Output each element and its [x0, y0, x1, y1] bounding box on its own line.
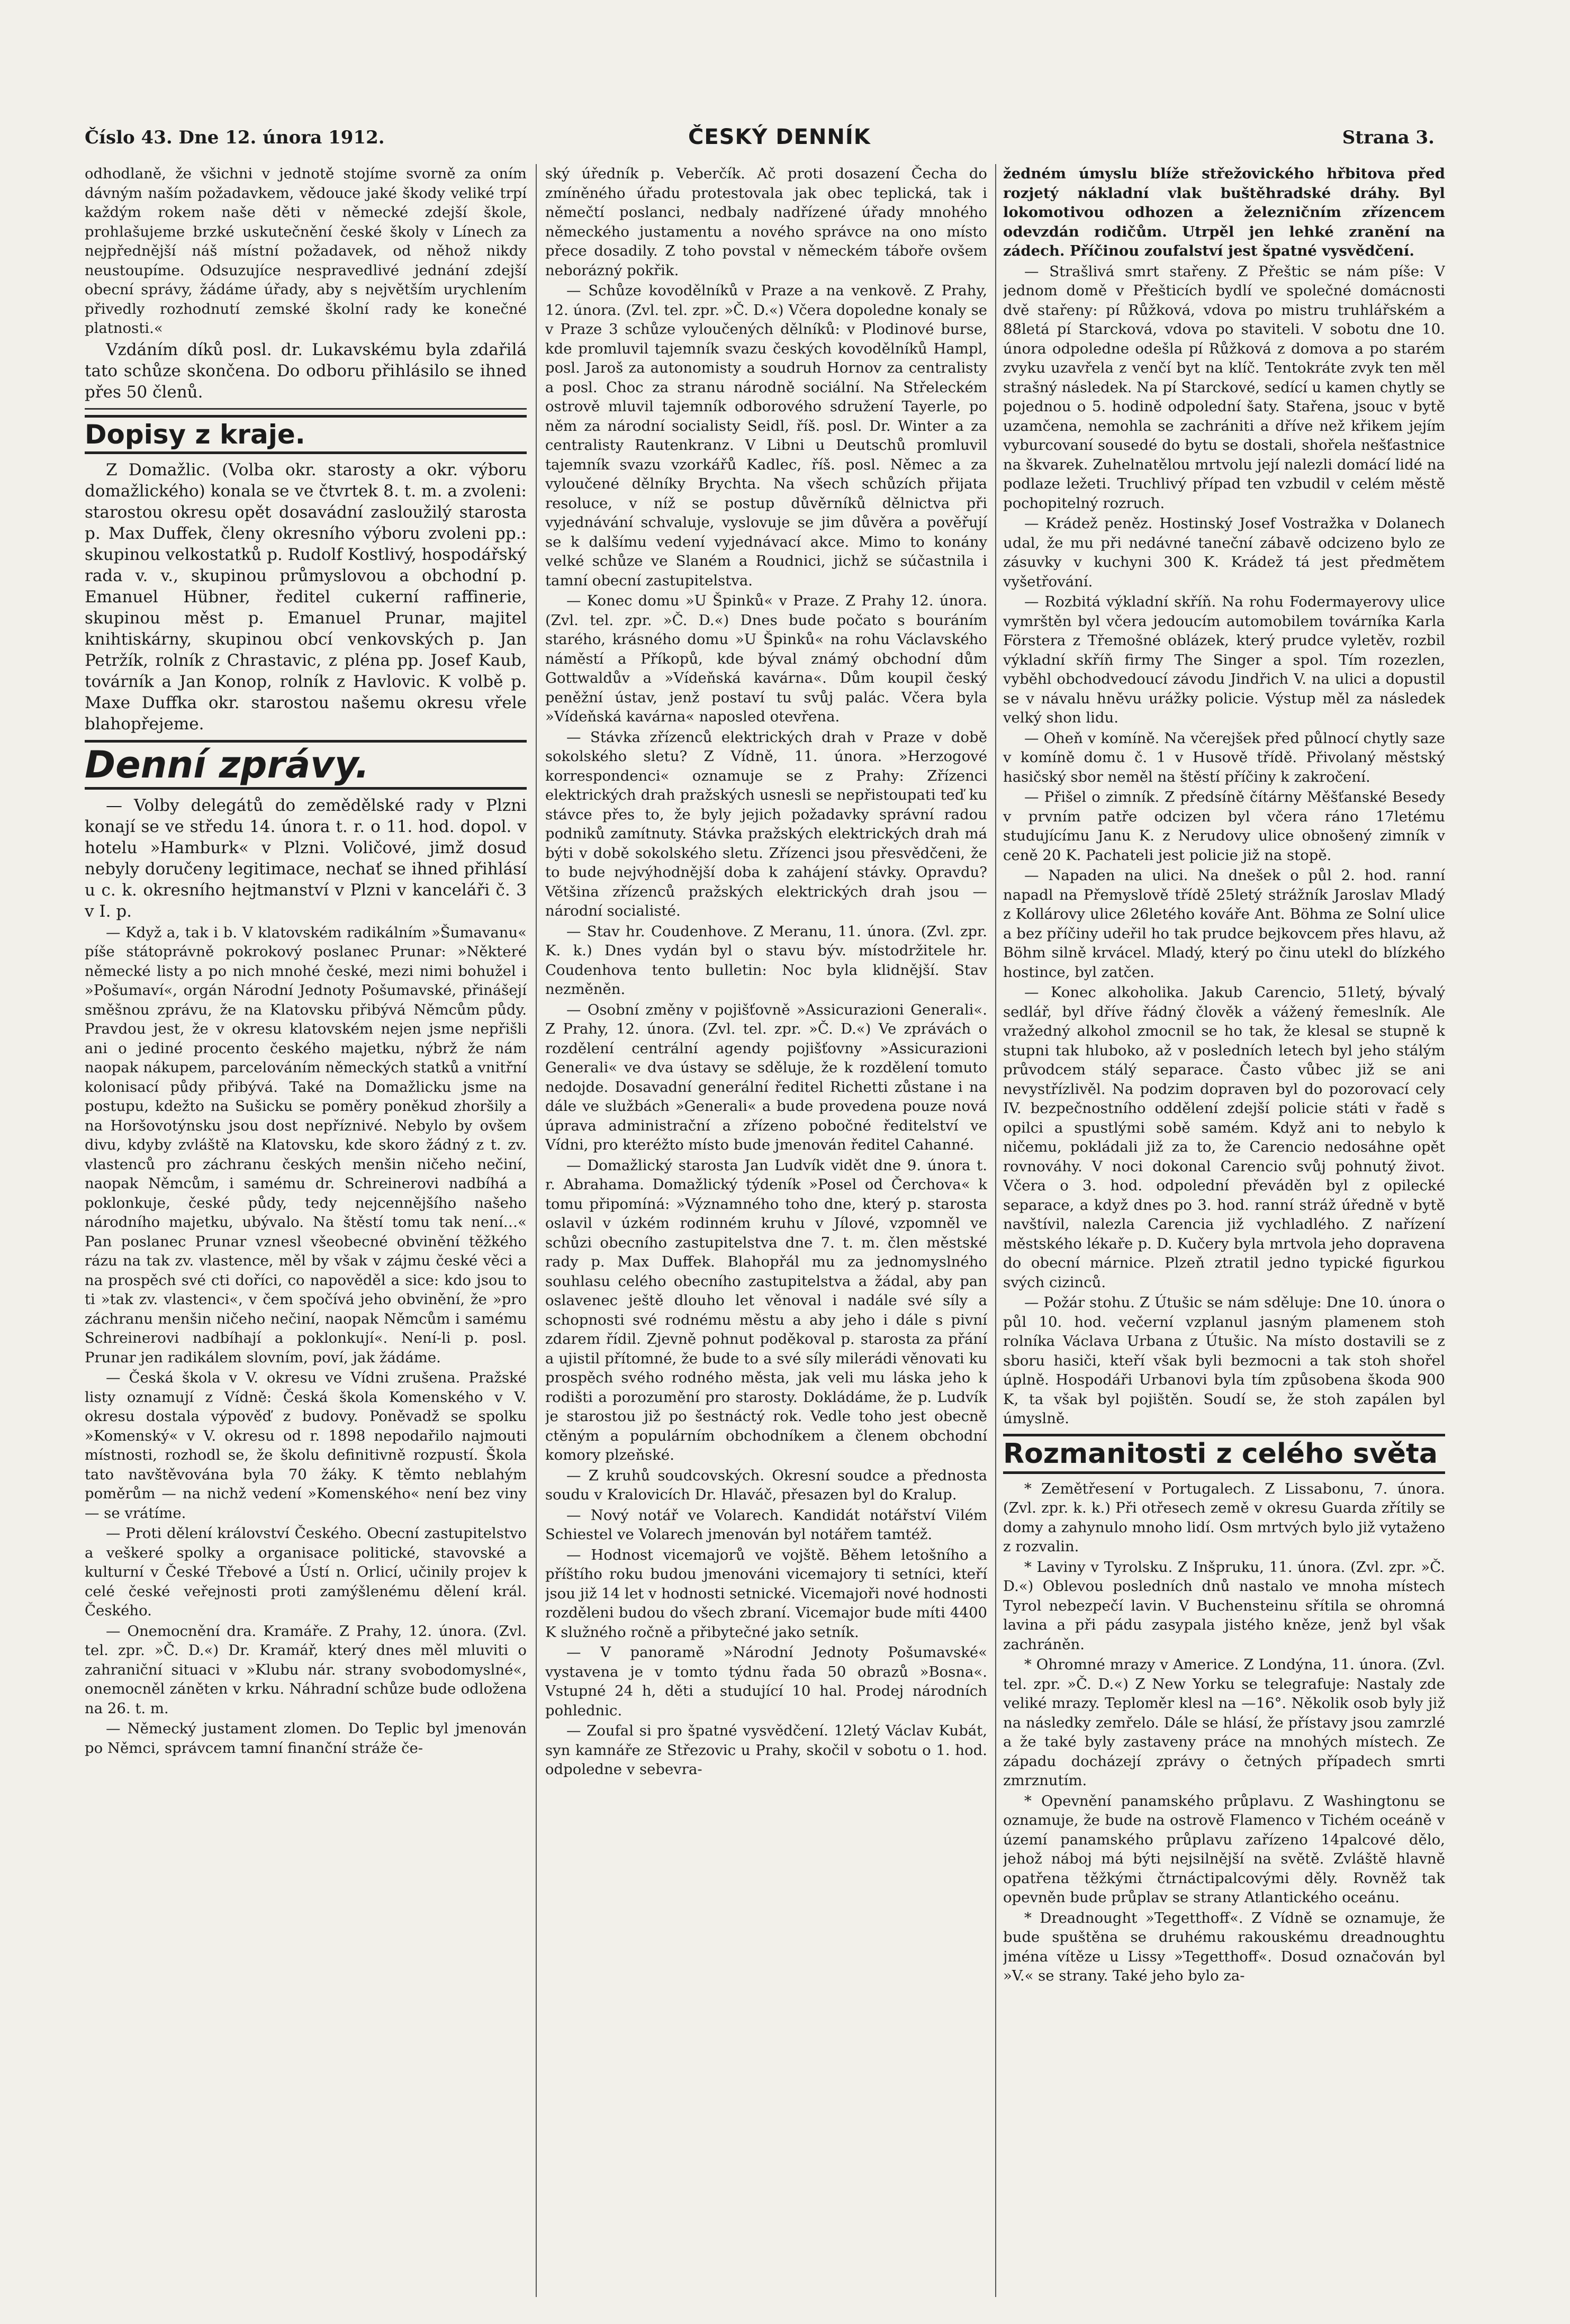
column-1 — [85, 164, 527, 2297]
article-paragraph: — Německý justament zlomen. Do Teplic byl jmenován po Němci, správcem tamní finanční stráže če- — [85, 1720, 527, 1757]
article-paragraph: — Požár stohu. Z Útušic se nám sděluje: Dne 10. února o půl 10. hod. večerní vzplanul jasným plamenem stoh rolníka Václava Urbana z Útušic. Na místo dostavili se z sboru hasiči, kteří však byli bezmocni a tak stoh shořel úplně. Hospodáři Urbanovi byla tím způsobena škoda 900 K, ta však byl pojištěn. Soudí se, že stoh zapálen byl úmyslně. — [1003, 1294, 1445, 1427]
section-heading-rozmanitosti: Rozmanitosti z celého světa — [1003, 1434, 1445, 1474]
article-paragraph: * Laviny v Tyrolsku. Z Inšpruku, 11. února. (Zvl. zpr. »Č. D.«) Oblevou posledních dnů nastalo ve mnoha místech Tyrol nebezpečí lavin. V Buchensteinu sřítila se ohromná lavina a při pádu zasypala jistého kněze, jenž byl však zachráněn. — [1003, 1558, 1445, 1653]
article-paragraph: — Stav hr. Coudenhove. Z Meranu, 11. února. (Zvl. zpr. K. k.) Dnes vydán byl o stavu býv. místodržitele hr. Coudenhova tento bulletin: Noc byla klidnější. Stav nezměněn. — [545, 923, 987, 998]
page-number: Strana 3. — [1342, 127, 1434, 148]
column-3 — [1003, 164, 1445, 2297]
article-paragraph: — Onemocnění dra. Kramáře. Z Prahy, 12. února. (Zvl. tel. zpr. »Č. D.«) Dr. Kramář, který dnes měl mluviti o zahraniční situaci v »Klubu nár. strany svobodomyslné«, onemocněl záněten v krku. Náhradní schůze bude odložena na 26. t. m. — [85, 1622, 527, 1717]
article-paragraph: — Schůze kovodělníků v Praze a na venkově. Z Prahy, 12. února. (Zvl. tel. zpr. »Č. D.«) Včera dopoledne konaly se v Praze 3 schůze vyloučených dělníků: v Plodinové burse, kde promluvil tajemník svazu českých kovodělníků Hampl, posl. Jaroš za autonomisty a soudruh Hornov za centralisty a posl. Choc za stranu národně sociální. Na Střeleckém ostrově mluvil tajemník odborového sdružení Tayerle, po něm za národní socialisty Seidl, říš. posl. Dr. Winter a za centralisty Rautenkranz. V Libni u Deutschů promluvil tajemník svazu vzorkářů Kadlec, říš. posl. Němec a za vyloučené dělníky Brychta. Na všech schůzích přijata resoluce, v níž se postup důvěrníků dělnictva při vyjednávání schvaluje, vyslovuje se jim důvěra a pověřují se k dalšímu vedení vyjednávací akce. Mimo to konány velké schůze ve Slaném a Roudnici, jichž se súčastnila i tamní obecní zastupitelstva. — [545, 282, 987, 589]
article-paragraph: * Zemětřesení v Portugalech. Z Lissabonu, 7. února. (Zvl. zpr. k. k.) Při otřesech země v okresu Guarda zřítily se domy a zahynulo mnoho lidí. Osm mrtvých bylo již vytaženo z rozvalin. — [1003, 1480, 1445, 1555]
newspaper-title: ČESKÝ DENNÍK — [688, 125, 871, 149]
column-divider — [995, 164, 996, 2297]
article-paragraph: — Krádež peněz. Hostinský Josef Vostražka v Dolanech udal, že mu při nedávné taneční zábavě odcizeno bylo ze zásuvky v kuchyni 300 K. Krádež tá jest předmětem vyšetřování. — [1003, 515, 1445, 590]
article-paragraph: — Hodnost vicemajorů ve vojště. Během letošního a příštího roku budou jmenováni vicemajory ti setníci, kteří jsou již 14 let v hodnosti setnické. Vicemajoři nové hodnosti rozděleni budou do všech zbraní. Vicemajor bude míti 4400 K služného ročně a přibytečné jako setník. — [545, 1546, 987, 1641]
article-paragraph: — Konec alkoholika. Jakub Carencio, 51letý, bývalý sedlář, byl dříve řádný člověk a vážený řemeslník. Ale vražedný alkohol zmocnil se ho tak, že klesal se stupně k stupni tak hluboko, až v posledních letech byl jeho stálým průvodcem stálý separace. Často vůbec již se ani nevystřízlivěl. Na podzim dopraven byl do pozorovací cely IV. bezpečnostního oddělení zdejší policie státi v řadě s opilci a spustlými sobě samém. Když ani to nebylo k ničemu, pokládali již za to, že Carencio nedosáhne opět rovnováhy. V noci dokonal Carencio svůj pohnutý život. Včera o 3. hod. odpolední převáděn byl z opilecké separace, a když dnes po 3. hod. ranní stráž úředně v bytě navštívil, nalezla Carencia již vychladlého. Z nařízení městského lékaře p. D. Kučery byla mrtvola jeho dopravena do obecní márnice. Plzeň ztratil jedno typické figurkou svých cizinců. — [1003, 984, 1445, 1291]
page-header — [79, 122, 1434, 159]
article-paragraph: — Napaden na ulici. Na dnešek o půl 2. hod. ranní napadl na Přemyslově třídě 25letý strážník Jaroslav Mladý z Kollárovy ulice 26letého kováře Ant. Böhma ze Solní ulice a bez příčiny udeřil ho tak prudce bejkovcem přes hlavu, až Böhm silně krvácel. Mladý, který po činu utekl do blízkého hostince, byl zatčen. — [1003, 867, 1445, 981]
article-paragraph: — Nový notář ve Volarech. Kandidát notářství Vilém Schiestel ve Volarech jmenován byl notářem tamtéž. — [545, 1506, 987, 1543]
column-2 — [545, 164, 987, 2297]
article-paragraph: ský úředník p. Veberčík. Ač proti dosazení Čecha do zmíněného úřadu protestovala jak obec teplická, tak i němečtí poslanci, nedbaly nadřízené úřady mnohého německého justamentu a nového správce na ono místo přece dosadily. Z toho povstal v německém táboře ovšem neborázný pokřik. — [545, 165, 987, 279]
article-paragraph: — Stávka zřízenců elektrických drah v Praze v době sokolského sletu? Z Vídně, 11. února. »Herzogové korrespondenci« oznamuje se z Prahy: Zřízenci elektrických drah pražských usnesli se nepřistoupati teď ku stávce přes to, že byly jejich požadavky správní radou podniků zamítnuty. Stávka pražských elektrických drah má býti v době sokolského sletu. Zřízenci jsou přesvědčeni, že to bude nejvýhodnější doba k zahájení stávky. Opravdu? Většina zřízenců pražských elektrických drah jsou — národní socialisté. — [545, 728, 987, 919]
article-paragraph: žedném úmyslu blíže střežovického hřbitova před rozjetý nákladní vlak buštěhradské dráhy. Byl lokomotivou odhozen a železničním zřízencem odevzdán rodičům. Utrpěl jen lehké zranění na zádech. Příčinou zoufalství jest špatné vysvědčení. — [1003, 165, 1445, 259]
article-paragraph: — Osobní změny v pojišťovně »Assicurazioni Generali«. Z Prahy, 12. února. (Zvl. tel. zpr. »Č. D.«) Ve zprávách o rozdělení centrální agendy pojišťovny »Assicurazioni Generali« ve dva ústavy se sděluje, že k rozdělení tomuto nedojde. Dosavadní generální ředitel Richetti zůstane i na dále ve službách »Generali« a bude provedena pouze nová úprava administrační a zřízeno pobočné ředitelství ve Vídni, pro kteréžto místo bude jmenován ředitel Cahanné. — [545, 1001, 987, 1153]
article-paragraph: odhodlaně, že všichni v jednotě stojíme svorně za oním dávným naším požadavkem, vědouce jaké škody veliké trpí každým rokem naše děti v německé zdejší škole, prohlašujeme brzké uskutečnění české školy v Línech za nejpřednější náš místní požadavek, od něhož nikdy neustoupíme. Odsuzujíce nespravedlivé jednání zdejší obecní správy, žádáme úřady, aby s největším urychlením přivedly rozhodnutí zemské školní rady ke konečné platnosti.« — [85, 165, 527, 337]
article-paragraph: — Z kruhů soudcovských. Okresní soudce a přednosta soudu v Kralovicích Dr. Hlaváč, přesazen byl do Kralup. — [545, 1467, 987, 1503]
newspaper-page — [79, 111, 1445, 2302]
article-paragraph: * Opevnění panamského průplavu. Z Washingtonu se oznamuje, že bude na ostrově Flamenco v Tichém oceáně v území panamského průplavu zařízeno 14palcové dělo, jehož náboj má býti nejsilnější na světě. Zvláště hlavně opatřena těžkými čtrnáctipalcovými děly. Rovněž tak opevněn bude průplav se strany Atlantického oceánu. — [1003, 1792, 1445, 1906]
article-paragraph: — Zoufal si pro špatné vysvědčení. 12letý Václav Kubát, syn kamnáře ze Střezovic u Prahy, skočil v sobotu o 1. hod. odpoledne v sebevra- — [545, 1722, 987, 1778]
article-paragraph: * Ohromné mrazy v Americe. Z Londýna, 11. února. (Zvl. tel. zpr. »Č. D.«) Z New Yorku se telegrafuje: Nastaly zde veliké mrazy. Teploměr klesl na —16°. Několik osob byly již na následky zemřelo. Dále se hlásí, že přístavy jsou zamrzlé a že také byly zastaveny práce na mnohých místech. Ze západu docházejí zprávy o četných případech smrti zmrznutím. — [1003, 1656, 1445, 1789]
article-paragraph: — Konec domu »U Špinků« v Praze. Z Prahy 12. února. (Zvl. tel. zpr. »Č. D.«) Dnes bude počato s bouráním starého, krásného domu »U Špinků« na rohu Václavského náměstí a Příkopů, kde býval známý obchodní dům Gottwaldův a »Vídeňská kavárna«. Dům koupil český peněžní ústav, jenž postaví tu svůj palác. Včera byla »Vídeňská kavárna« naposled otevřena. — [545, 592, 987, 725]
article-paragraph: — Oheň v komíně. Na včerejšek před půlnocí chytly saze v komíně domu č. 1 v Husově třídě. Přivolaný městský hasičský sbor neměl na štěstí příčiny k zakročení. — [1003, 729, 1445, 785]
column-divider — [536, 164, 537, 2297]
section-heading-dopisy: Dopisy z kraje. — [85, 415, 527, 454]
article-paragraph: — Strašlivá smrt stařeny. Z Přeštic se nám píše: V jednom domě v Přešticích bydlí ve společné domácnosti dvě stařeny: pí Růžková, vdova po mistru truhlářském a 88letá pí Starcková, vdova po staviteli. V sobotu dne 10. února odpoledne odešla pí Růžková z domova a po starém zvyku uzavřela z venčí byt na klíč. Tentokráte zvyk ten měl strašný následek. Na pí Starckové, sedící u kamen chytly se pojednou o 5. hodině odpolední šaty. Stařena, jsouc v bytě uzamčena, nemohla se zachrániti a dříve než křikem jejím vyburcovaní sousedé do bytu se dostali, shořela nešťastnice na škvarek. Zuhelnatělou mrtvolu její nalezli domácí lidé na podlaze ležeti. Truchlivý případ ten vzbudil v celém městě pochopitelný rozruch. — [1003, 263, 1445, 512]
article-paragraph: — Volby delegátů do zemědělské rady v Plzni konají se ve středu 14. února t. r. o 11. hod. dopol. v hotelu »Hamburk« v Plzni. Voličové, jimž dosud nebyly doručeny legitimace, nechať se ihned přihlásí u c. k. okresního hejtmanství v Plzni v kanceláři č. 3 v I. p. — [85, 795, 527, 921]
article-paragraph: — Česká škola v V. okresu ve Vídni zrušena. Pražské listy oznamují z Vídně: Česká škola Komenského v V. okresu dostala výpověď z budovy. Poněvadž se spolku »Komenský« v V. okresu od r. 1898 nepodařilo najmouti místnosti, rozhodl se, že školu definitivně rozpustí. Škola tato navštěvována byla 70 žáky. K těmto neblahým poměrům — na nichž vedení »Komenského« není bez viny — se vrátíme. — [85, 1369, 527, 1522]
article-paragraph: Z Domažlic. (Volba okr. starosty a okr. výboru domažlického) konala se ve čtvrtek 8. t. m. a zvoleni: starostou okresu opět dosavádní zasloužilý starosta p. Max Duffek, členy okresního výboru zvoleni pp.: skupinou velkostatků p. Rudolf Kostlivý, hospodářský rada v. v., skupinou průmyslovou a obchodní p. Emanuel Hübner, ředitel cukerní raffinerie, skupinou měst p. Emanuel Prunar, majitel knihtiskárny, skupinou obcí venkovských p. Jan Petržík, rolník z Chrastavic, z pléna pp. Josef Kaub, továrník a Jan Konop, rolník z Havlovic. K volbě p. Maxe Duffka okr. starostou našemu okresu vřele blahopřejeme. — [85, 460, 527, 734]
article-paragraph: — Přišel o zimník. Z předsíně čítárny Měšťanské Besedy v prvním patře odcizen byl včera ráno 17letému studujícímu Janu K. z Nerudovy ulice obnošený zimník v ceně 20 K. Pachateli jest policie již na stopě. — [1003, 789, 1445, 864]
article-paragraph: — Rozbitá výkladní skříň. Na rohu Fodermayerovy ulice vymrštěn byl včera jedoucím automobilem továrníka Karla Förstera z Třemošné oblázek, který prudce vyletěv, rozbil výkladní skříň firmy The Singer a spol. Tím rozezlen, vyběhl obchodvedoucí závodu Jindřich V. na ulici a dopustil se v návalu hněvu urážky policie. Výstup měl za následek velký shon lidu. — [1003, 593, 1445, 726]
article-paragraph: — Domažlický starosta Jan Ludvík vidět dne 9. února t. r. Abrahama. Domažlický týdeník »Posel od Čerchova« k tomu připomíná: »Významného toho dne, který p. starosta oslavil v úzkém rodinném kruhu v Jílové, vzpomněl ve schůzi obecního zastupitelstva dne 7. t. m. člen městské rady p. Max Duffek. Blahopřál mu za jednomyslného souhlasu celého obecního zastupitelstva a žádal, aby pan oslavenec ještě dlouho let věnoval i nadále své síly a schopnosti své rodnému městu a aby jeho i dále s pivní zdarem řídil. Zjevně pohnut poděkoval p. starosta za přání a ujistil přítomné, že bude to a své síly milerádi věnovati ku prospěch svého rodného města, jak veli mu láska jeho k rodišti a porozumění pro starosty. Dokládáme, že p. Ludvík je starostou již po šestnáctý rok. Vedle toho jest obecně ctěným a populárním obchodníkem a členem obchodní komory plzeňské. — [545, 1156, 987, 1463]
article-paragraph: — V panoramě »Národní Jednoty Pošumavské« vystavena je v tomto týdnu řada 50 obrazů »Bosna«. Vstupné 24 h, děti a studující 10 hal. Prodej národních pohlednic. — [545, 1644, 987, 1719]
article-paragraph: — Proti dělení království Českého. Obecní zastupitelstvo a veškeré spolky a organisace politické, stavovské a kulturní v České Třebové a Ústí n. Orlicí, učinily projev k celé české veřejnosti proti zamýšlenému dělení král. Českého. — [85, 1525, 527, 1619]
article-paragraph: * Dreadnought »Tegetthoff«. Z Vídně se oznamuje, že bude spuštěna se druhému rakouskému dreadnoughtu jména vítěze u Lissy »Tegetthoff«. Dosud označován byl »V.« se strany. Také jeho bylo za- — [1003, 1909, 1445, 1984]
article-paragraph: Vzdáním díků posl. dr. Lukavskému byla zdařilá tato schůze skončena. Do odboru přihlásilo se ihned přes 50 členů. — [85, 340, 527, 402]
divider — [85, 408, 527, 410]
section-heading-denni-zpravy: Denní zprávy. — [85, 740, 527, 790]
article-paragraph: — Když a, tak i b. V klatovském radikálním »Šumavanu« píše státoprávně pokrokový poslanec Prunar: »Některé německé listy a po nich mnohé české, mezi nimi bohužel i »Pošumaví«, orgán Národní Jednoty Pošumavské, přinášejí směšnou zprávu, že na Klatovsku přibývá Němcům půdy. Pravdou jest, že v okresu klatovském nejen jsme nepřišli ani o jediné procento českého majetku, nýbrž že nám naopak nákupem, parcelováním německých statků a vnitřní kolonisací půdy přibývá. Také na Domažlicku jsme na postupu, kdežto na Sušicku se poměry poněkud zhoršily a na Horšovotýnsku jsou dost nepříznivé. Nebylo by ovšem divu, kdyby zvláště na Klatovsku, kde skoro žádný z t. zv. vlastenců pro záchranu českých menšin ničeho nečiní, naopak Němcům, i samému dr. Schreinerovi nadbíhá a poklonkuje, české půdy, tedy nejcennějšího našeho národního majetku, ubývalo. Na štěstí tomu tak není…« Pan poslanec Prunar vznesl všeobecné obvinění těžkého rázu na tak zv. vlastence, měl by však v zájmu české věci a na prospěch své cti doříci, co napověděl a sice: kdo jsou to ti »tak zv. vlastenci«, v čem spočívá jeho obvinění, že »pro záchranu menšin ničeho nečiní, naopak Němcům i samému Schreinerovi nadbíhají a poklonkují«. Není-li p. posl. Prunar jen radikálem slovním, poví, jak žádáme. — [85, 924, 527, 1366]
issue-date: Číslo 43. Dne 12. února 1912. — [85, 127, 385, 148]
